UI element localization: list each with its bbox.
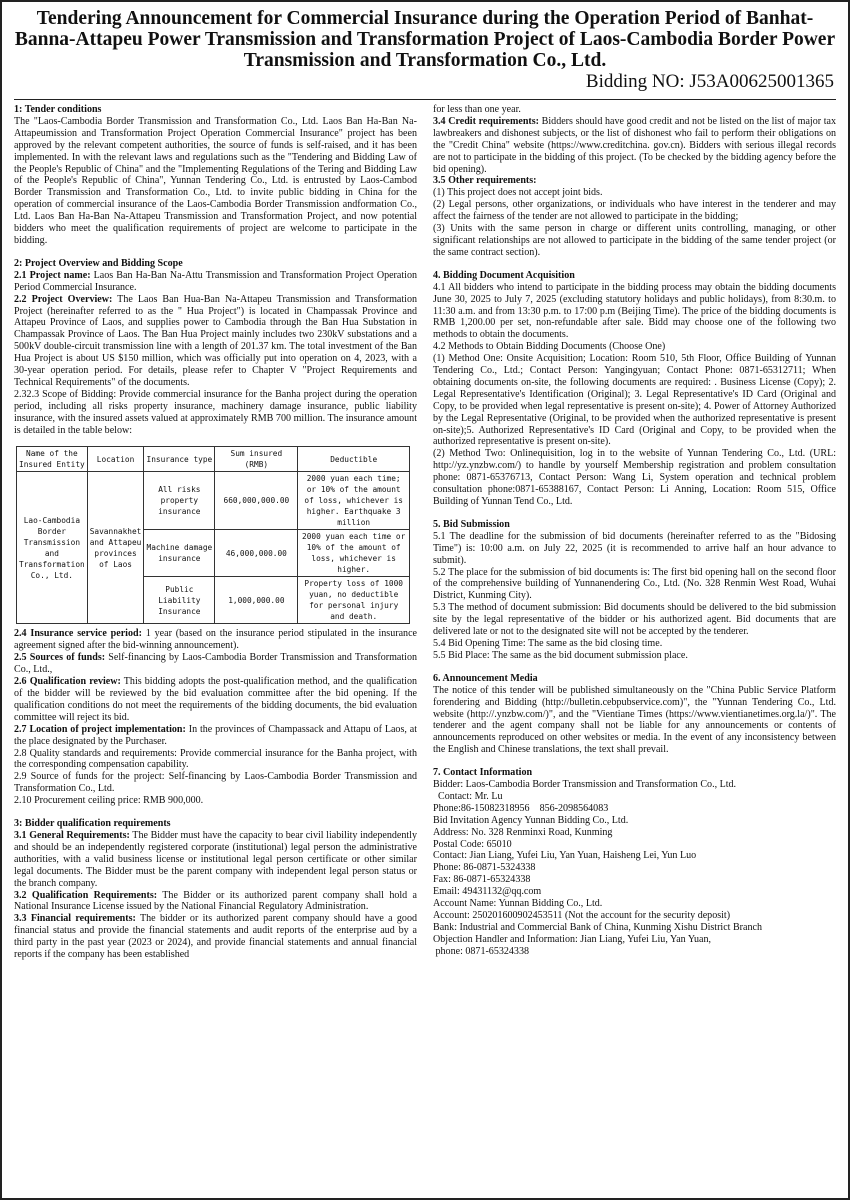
contact-line: Phone: 86-0871-5324338 [433, 862, 536, 874]
contact-line: Contact: Mr. Lu [433, 790, 503, 802]
clause-4-2-method-two: (2) Method Two: Onlinequisition, log in to the website of Yunnan Tendering Co., Ltd. (URL: http://yz.ynzbw.com/) to handle by yourself Membership registration and problem consultation phone: 0871-65376713, Contact Person: Wang Li, System operation and technical problem consultation phone:0871-65388167, Contact Person: Li Anning, Location: Room 515, Office Building of Yunnan Tend Co., Ltd. [433, 448, 836, 507]
insurance-type-cell: All risks property insurance [144, 472, 215, 530]
insurance-type-cell: Machine damage insurance [144, 530, 215, 577]
clause-3-5-3: (3) Units with the same person in charge or different units controlling, managing, or other significant relationships are not allowed to participate in the bidding of the same tender project (or the same contract section). [433, 223, 836, 258]
sum-insured-cell: 46,000,000.00 [215, 530, 298, 577]
clause-2-5-label: 2.5 Sources of funds: [14, 652, 106, 664]
sum-insured-cell: 1,000,000.00 [215, 577, 298, 624]
clause-2-2-3: 2.32.3 Scope of Bidding: Provide commercial insurance for the Banha project during the operation period, including all risks property insurance, machinery damage insurance, public liability insurance, with the insured assets valued at approximately RMB 700 million. The insurance amount is detailed in the table below: [14, 388, 417, 436]
section-1-heading: 1: Tender conditions [14, 104, 102, 115]
clause-2-6-text: This bidding adopts the post-qualification method, and the qualification of the bidder will be reviewed by the bid evaluation committee after the bid opening. If the qualification conditions do not meet the requirements of the bidding documents, the bid evaluation committee will reject its bid. [14, 676, 418, 723]
contact-line: Address: No. 328 Renminxi Road, Kunming [433, 826, 613, 838]
contact-line: Account: 250201600902453511 (Not the account for the security deposit) [433, 910, 731, 921]
clause-2-1 [14, 270, 417, 294]
clause-2-6 [14, 676, 417, 724]
right-column [433, 104, 836, 961]
deductible-cell: Property loss of 1000 yuan, no deductible for personal injury and death. [298, 577, 410, 624]
section-4-heading: 4. Bidding Document Acquisition [433, 269, 575, 281]
clause-3-5-heading: 3.5 Other requirements: [433, 175, 537, 187]
clause-5-2: 5.2 The place for the submission of bid documents is: The first bid opening hall on the second floor of the comprehensive building of Yunnanendering Co., Ltd. (No. 328 Renmin West Road, Wuhai District, Kunming City). [433, 566, 836, 602]
contact-line: Contact: Jian Liang, Yufei Liu, Yan Yuan, Haisheng Lei, Yun Luo [433, 850, 697, 862]
contact-line: Objection Handler and Information: Jian Liang, Yufei Liu, Yan Yuan, [433, 933, 711, 945]
contact-line: Bid Invitation Agency Yunnan Bidding Co., Ltd. [433, 814, 629, 826]
clause-2-7-text: In the provinces of Champassack and Attapu of Laos, at the place designated by the Purchaser. [14, 723, 418, 747]
clause-5-3: 5.3 The method of document submission: Bid documents should be delivered to the bid submission site by the legal representative of the bidder or his authorized agent. Bid documents that are delivered late or not to the designated site will not be accepted by the tenderer. [433, 602, 836, 638]
clause-3-2 [14, 890, 417, 914]
deductible-cell: 2000 yuan each time; or 10% of the amount of loss, whichever is higher. Earthquake 3 million [298, 472, 410, 530]
sum-insured-cell: 660,000,000.00 [215, 472, 298, 530]
header-insurance-type: Insurance type [144, 447, 215, 472]
clause-3-3-label: 3.3 Financial requirements: [14, 913, 136, 925]
clause-2-10: 2.10 Procurement ceiling price: RMB 900,000. [14, 795, 204, 807]
contact-block [433, 779, 836, 958]
contact-line: Bidder: Laos-Cambodia Border Transmission and Transformation Co., Ltd. [433, 779, 737, 791]
clause-4-2-method-one: (1) Method One: Onsite Acquisition; Location: Room 510, 5th Floor, Office Building of Yunnan Tendering Co., Ltd.; Contact Person: Yangingyuan; Contact Phone: 0871-65312711; When obtaining documents on-site, the following documents are required: . Business License (Copy); 2. Legal Representative's Identification (Original); 3. Legal Representative's ID Card (Original and Copy, to be provided when legal representative is present on-site); 4. Power of Attorney Authorized by the Legal Representative (Original, to be provided when the authorized representative is present on-site);5. Authorized Representative's ID Card (Original and Copy, to be provided when the authorized representative is present on-site). [433, 353, 836, 448]
clause-3-3-continued: for less than one year. [433, 104, 521, 115]
clause-2-4 [14, 628, 417, 652]
header-deductible: Deductible [298, 447, 410, 472]
clause-3-3-text: The bidder or its authorized parent company should have a good financial status and provide the financial statements and audit reports of the enterprise aud by a third party in the past year (2023 or 2024), and provide financial statements and annual financial reports if the company has been established [14, 913, 417, 961]
contact-line: Postal Code: 65010 [433, 838, 512, 850]
clause-5-4: 5.4 Bid Opening Time: The same as the bid closing time. [433, 637, 663, 649]
header-insured-entity: Name of the Insured Entity [17, 447, 88, 472]
two-column-body [14, 104, 836, 961]
section-6-text: The notice of this tender will be published simultaneously on the "China Public Service Platform forendering and Bidding (http://bulletin.cebpubservice.com)", the "Yunnan Tendering Co., Ltd. website (http://.ynzbw.com/)", and the "Vientiane Times (https://www.vientianetimes.org.la/)". The tenderer and the agent company shall not be liable for any announcements or contents of announcements reproduced on other websites or media. In the event of any inconsistency between the English and Chinese translations, the text shall prevail. [433, 684, 836, 756]
left-column [14, 104, 417, 961]
contact-line: Fax: 86-0871-65324338 [433, 874, 531, 886]
clause-3-1-text: The Bidder must have the capacity to bear civil liability independently and should be an independently registered corporate (institutional) legal person the administrative authorities, with a valid business license or institutional legal person certificate or other similar legal documents. The Bidder must be the parent company with independent legal person status or the branch company. [14, 829, 417, 889]
clause-3-4-text: Bidders should have good credit and not be listed on the list of major tax lawbreakers and dishonest subjects, or the list of dishonest who fail to perform their obligations on the "Credit China" website (https://www.creditchina. gov.cn). Bidders with serious illegal records are not to participate in the bidding of this project. (To be checked by the bidding agency before the bid opening). [433, 115, 836, 175]
deductible-cell: 2000 yuan each time or 10% of the amount of loss, whichever is higher. [298, 530, 410, 577]
clause-3-4 [433, 116, 836, 176]
clause-5-1: 5.1 The deadline for the submission of bid documents (hereinafter referred to as the "Bidosing Time") is: 10:00 a.m. on July 22, 2025 (it is recommended to arrive half an hour advance to submit). [433, 530, 836, 566]
clause-2-9: 2.9 Source of funds for the project: Self-financing by Laos-Cambodia Border Transmission and Transformation Co., Ltd. [14, 771, 417, 795]
clause-3-5-2: (2) Legal persons, other organizations, or individuals who have interest in the tenderer and may affect the fairness of the tender are not allowed to participate in the bidding; [433, 199, 836, 223]
section-1-text: The "Laos-Cambodia Border Transmission and Transformation Co., Ltd. Laos Ban Ha-Ban Na-Attapeumission and Transformation Project Operation Commercial Insurance" project has been approved by the relevant competent authorities, the source of funds is self-raised, and it has been implemented. In with the relevant laws and regulations such as the "Tendering and Bidding Law of the People's Republic of China" and the "Implementing Regulations of the Tering and Bidding Law of the People's Republic of China", Yunnan Tendering Co., Ltd. is entrusted by Laos-Cambod Border Transmission and Transformation Co., Ltd. to invite public bidding in China for the operation of commercial insurance of the Laos-Cambodia Border Transmission andformation Co., Ltd. Laos Ban Ha-Ban Na-Attapeu Transmission and Transformation Project, and now potential bidders who meet the qualification requirements of project are welcome to participate in the bidding. [14, 115, 417, 246]
section-2-heading: 2: Project Overview and Bidding Scope [14, 257, 183, 269]
clause-2-2 [14, 294, 417, 389]
clause-2-1-text: Laos Ban Ha-Ban Na-Attu Transmission and Transformation Project Operation Period Commercial Insurance. [14, 269, 417, 293]
clause-2-8: 2.8 Quality standards and requirements: Provide commercial insurance for the Banha project, with the corresponding compensation capability. [14, 747, 417, 771]
clause-5-5: 5.5 Bid Place: The same as the bid document submission place. [433, 649, 688, 661]
clause-4-1: 4.1 All bidders who intend to participate in the bidding process may obtain the bidding documents June 30, 2025 to July 7, 2025 (excluding statutory holidays and public holidays), from 8:30.m. to 11:30 a.m. and from 13:30 p.m. to 17:00 p.m (Beijing Time). The price of the bidding documents is RMB 1,200.00 per set, non-refundable after sale. Bidd may choose one of the following two methods to obtain the documents. [433, 281, 836, 341]
location-cell: Savannakhet and Attapeu provinces of Laos [87, 472, 144, 624]
table-header-row [17, 447, 410, 472]
clause-2-7-label: 2.7 Location of project implementation: [14, 723, 186, 735]
document-header [14, 8, 836, 93]
contact-line: Phone:86-15082318956 856-2098564083 [433, 802, 609, 814]
contact-line: phone: 0871-65324338 [433, 945, 529, 957]
bidding-number: Bidding NO: J53A00625001365 [585, 71, 834, 92]
clause-2-4-text: 1 year (based on the insurance period stipulated in the insurance agreement signed after the bid-winning announcement). [14, 628, 417, 652]
clause-3-2-label: 3.2 Qualification Requirements: [14, 889, 158, 901]
contact-line: Bank: Industrial and Commercial Bank of China, Kunming Xishu District Branch [433, 921, 762, 933]
table-row [17, 472, 410, 530]
header-divider [14, 99, 836, 100]
clause-2-2-text: The Laos Ban Hua-Ban Na-Attapeu Transmission and Transformation Project (hereinafter referred to as the " Hua Project") is located in Champassak Province and Attapeu Province of Laos, and supplies power to Cambodia through the Ban Hua Substation in Champassak Province of Laos. The Ban Hua Project mainly includes two 230kV substations and a 500kV double-circuit transmission line with a length of 201.37 km. The total investment of the Ban Hua Project is about US $150 million, which was officially put into operation on 4, 2023, with a 30-year operation period. For details, please refer to Chapter V "Project Requirements and Technical Requirements" of the documents. [14, 293, 418, 388]
insured-entity-cell: Lao-Cambodia Border Transmission and Transformation Co., Ltd. [17, 472, 88, 624]
contact-line: Account Name: Yunnan Bidding Co., Ltd. [433, 898, 603, 910]
clause-2-1-label: 2.1 Project name: [14, 269, 91, 281]
clause-3-1 [14, 830, 417, 890]
section-5-heading: 5. Bid Submission [433, 518, 510, 530]
clause-2-5 [14, 652, 417, 676]
clause-4-2: 4.2 Methods to Obtain Bidding Documents (Choose One) [433, 341, 666, 353]
clause-2-4-label: 2.4 Insurance service period: [14, 628, 142, 640]
header-location: Location [87, 447, 144, 472]
clause-2-6-label: 2.6 Qualification review: [14, 676, 121, 688]
clause-2-2-label: 2.2 Project Overview: [14, 293, 113, 305]
header-sum-insured: Sum insured (RMB) [215, 447, 298, 472]
section-7-heading: 7. Contact Information [433, 767, 533, 779]
clause-3-1-label: 3.1 General Requirements: [14, 829, 130, 841]
insurance-type-cell: Public Liability Insurance [144, 577, 215, 624]
document-title: Tendering Announcement for Commercial Insurance during the Operation Period of Banhat-Banna-Attapeu Power Transmission and Transformation Project of Laos-Cambodia Border Power Transmission and Transformation Co., Ltd. [14, 8, 836, 71]
clause-2-7 [14, 724, 417, 748]
section-3-heading: 3: Bidder qualification requirements [14, 818, 171, 830]
clause-2-5-text: Self-financing by Laos-Cambodia Border Transmission and Transformation Co., Ltd., [14, 652, 417, 676]
clause-3-3 [14, 913, 417, 961]
section-6-heading: 6. Announcement Media [433, 672, 538, 684]
contact-line: Email: 49431132@qq.com [433, 886, 542, 898]
insurance-table [16, 446, 410, 624]
clause-3-5-1: (1) This project does not accept joint bids. [433, 187, 603, 199]
clause-3-2-text: The Bidder or its authorized parent company shall hold a National Insurance License issued by the National Financial Regulatory Administration. [14, 889, 417, 913]
clause-3-4-label: 3.4 Credit requirements: [433, 115, 540, 127]
